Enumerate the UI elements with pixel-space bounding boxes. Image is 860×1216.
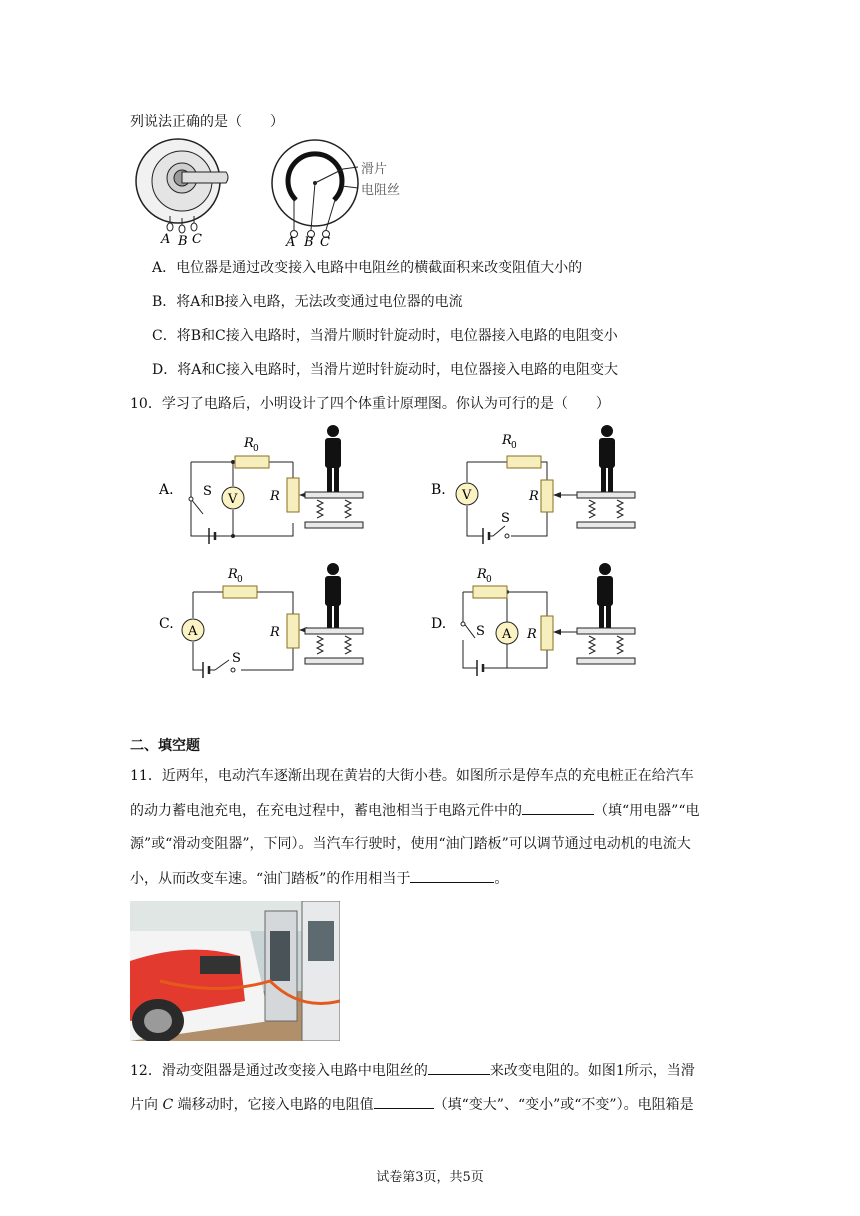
left-terminal-c-label: C bbox=[192, 232, 202, 247]
section-title: 二、填空题 bbox=[130, 738, 200, 754]
circuit-d-r-label: R bbox=[527, 627, 537, 642]
q11-line-2a: 的动力蓄电池充电，在充电过程中，蓄电池相当于电路元件中的 bbox=[130, 803, 522, 819]
page-footer: 试卷第3页，共5页 bbox=[376, 1170, 484, 1185]
right-terminal-c-label: C bbox=[320, 235, 330, 250]
q9-option-a: A．电位器是通过改变接入电路中电阻丝的横截面积来改变阻值大小的 bbox=[152, 260, 583, 276]
circuit-b-r-label: R bbox=[529, 489, 539, 504]
left-terminal-a-label: A bbox=[161, 232, 171, 247]
circuit-c-r0-sub: 0 bbox=[237, 575, 243, 585]
q11-line-1: 11．近两年，电动汽车逐渐出现在黄岩的大街小巷。如图所示是停车点的充电桩正在给汽车 bbox=[130, 768, 694, 784]
circuit-a-r0-sub: 0 bbox=[253, 444, 259, 454]
circuit-c-figure bbox=[155, 562, 375, 692]
q10-stem: 10．学习了电路后，小明设计了四个体重计原理图。你认为可行的是（ ） bbox=[130, 396, 610, 412]
circuit-d-figure bbox=[427, 562, 647, 692]
q11-line-4b: 。 bbox=[494, 871, 509, 887]
right-terminal-b-label: B bbox=[304, 235, 314, 250]
circuit-a-r-label: R bbox=[270, 489, 280, 504]
q12-line-2c: C bbox=[162, 1097, 174, 1113]
circuit-c-r-label: R bbox=[270, 625, 280, 640]
q12-blank-1[interactable] bbox=[428, 1060, 490, 1075]
q11-blank-2[interactable] bbox=[410, 868, 494, 883]
circuit-c-r0-label: R bbox=[228, 567, 238, 582]
q11-blank-1[interactable] bbox=[522, 800, 594, 815]
q12-blank-2[interactable] bbox=[374, 1094, 434, 1109]
circuit-c-option-label: C. bbox=[159, 616, 174, 632]
circuit-d-r0-label: R bbox=[477, 567, 487, 582]
q11-line-2 bbox=[130, 800, 730, 821]
q9-option-c: C．将B和C接入电路时，当滑片顺时针旋动时，电位器接入电路的电阻变小 bbox=[152, 328, 618, 344]
q9-stem: 列说法正确的是（ ） bbox=[130, 114, 284, 130]
q12-line-2a: 片向 bbox=[130, 1097, 158, 1113]
circuit-d-ammeter-label: A bbox=[502, 627, 512, 642]
circuit-b-voltmeter-label: V bbox=[462, 488, 472, 503]
circuit-a-r0-label: R bbox=[244, 436, 254, 451]
q12-line-1a: 12．滑动变阻器是通过改变接入电路中电阻丝的 bbox=[130, 1063, 428, 1079]
charging-station-photo bbox=[130, 901, 340, 1041]
circuit-c-person-scale bbox=[305, 563, 363, 664]
potentiometer-schematic bbox=[272, 140, 400, 250]
circuit-d-r0-sub: 0 bbox=[486, 575, 492, 585]
q11-line-4a: 小，从而改变车速。“油门踏板”的作用相当于 bbox=[130, 871, 411, 887]
circuit-b-figure bbox=[427, 424, 647, 554]
circuit-a-figure bbox=[155, 424, 370, 554]
q12-line-1 bbox=[130, 1060, 730, 1081]
circuit-a-switch-label: S bbox=[203, 484, 212, 499]
q12-line-2 bbox=[130, 1094, 730, 1115]
circuit-b-person-scale bbox=[577, 425, 635, 528]
circuit-d-switch-label: S bbox=[476, 624, 485, 639]
circuit-a-person-scale bbox=[305, 425, 363, 528]
potentiometer-figure bbox=[130, 136, 420, 251]
q12-line-2d: 端移动时，它接入电路的电阻值 bbox=[177, 1097, 374, 1113]
resistance-wire-label: 电阻丝 bbox=[361, 183, 401, 198]
q11-line-4 bbox=[130, 868, 730, 889]
circuit-b-option-label: B. bbox=[431, 482, 446, 498]
circuit-a-option-label: A. bbox=[159, 482, 174, 498]
q12-line-1b: 来改变电阻的。如图1所示，当滑 bbox=[489, 1063, 695, 1079]
circuit-a-voltmeter-label: V bbox=[228, 492, 238, 507]
potentiometer-3d-image bbox=[136, 139, 228, 249]
circuit-b-r0-label: R bbox=[502, 433, 512, 448]
q12-line-2e: （填“变大”、“变小”或“不变”）。电阻箱是 bbox=[433, 1097, 694, 1113]
circuit-d-person-scale bbox=[577, 563, 635, 664]
slider-label: 滑片 bbox=[361, 162, 388, 177]
circuit-b-switch-label: S bbox=[501, 511, 510, 526]
left-terminal-b-label: B bbox=[178, 234, 188, 249]
right-terminal-a-label: A bbox=[286, 235, 296, 250]
circuit-c-ammeter-label: A bbox=[188, 624, 198, 639]
q9-option-b: B．将A和B接入电路，无法改变通过电位器的电流 bbox=[152, 294, 463, 310]
q11-line-2b: （填“用电器”“电 bbox=[594, 803, 700, 819]
circuit-d-option-label: D. bbox=[431, 616, 447, 632]
q9-option-d: D．将A和C接入电路时，当滑片逆时针旋动时，电位器接入电路的电阻变大 bbox=[152, 362, 619, 378]
circuit-c-switch-label: S bbox=[232, 651, 241, 666]
circuit-b-r0-sub: 0 bbox=[511, 441, 517, 451]
q11-line-3: 源”或“滑动变阻器”，下同）。当汽车行驶时，使用“油门踏板”可以调节通过电动机的电流大 bbox=[130, 836, 691, 852]
